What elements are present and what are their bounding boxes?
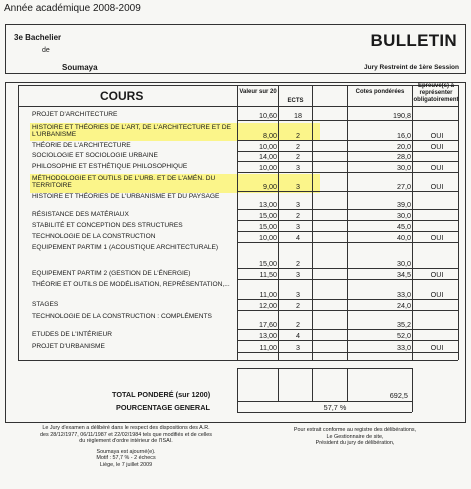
row-separator [237,352,458,353]
course-ects: 2 [296,131,300,140]
course-name: RÉSISTANCE DES MATÉRIAUX [32,211,129,218]
course-value: 10,00 [259,233,277,242]
row-separator [237,209,458,210]
course-value: 11,50 [259,270,277,279]
grid-line [18,85,458,86]
course-name: PROJET D'ARCHITECTURE [32,111,118,118]
row-separator [237,329,458,330]
course-row [18,343,458,352]
grid-line [278,368,279,401]
course-name: THÉORIE DE L'ARCHITECTURE [32,142,131,149]
course-ects: 4 [296,233,300,242]
course-cote: 16,0 [397,131,411,140]
course-ects: 2 [296,320,300,329]
row-separator [237,279,458,280]
value-column-header: Valeur sur 20 [239,89,277,95]
course-cote: 28,0 [397,152,411,161]
course-name: STABILITÉ ET CONCEPTION DES STRUCTURES [32,222,183,229]
course-name: EQUIPEMENT PARTIM 1 (ACOUSTIQUE ARCHITECTURALE) [32,244,219,251]
bulletin-header [5,24,466,74]
footer-left-line: des 28/12/1977, 06/11/1987 et 22/02/1984 tels que modifiés et de celles [40,431,212,438]
course-epreuve: OUI [430,343,444,352]
course-name: EQUIPEMENT PARTIM 2 (GESTION DE L'ÉNERGIE) [32,270,191,277]
footer-right-line: Le Gestionnaire de site, [326,433,384,440]
grid-line [18,106,458,107]
course-cote: 39,0 [397,200,411,209]
course-cote: 34,5 [397,270,411,279]
course-ects: 3 [296,343,300,352]
course-name: SOCIOLOGIE ET SOCIOLOGIE URBAINE [32,152,158,159]
bulletin-title: BULLETIN [370,31,457,50]
course-name: MÉTHODOLOGIE ET OUTILS DE L'URB. ET DE L'AMÉN. DU TERRITOIRE [32,175,216,190]
cotes-column-header: Cotes pondérées [355,89,405,95]
grid-line [458,85,459,360]
footer-left-line: Le Jury d'examen a délibéré dans le respect des dispositions des A.R. [42,425,210,431]
course-ects: 18 [294,111,302,120]
course-ects: 3 [296,222,300,231]
course-row [18,313,458,329]
total-value: 692,5 [389,391,408,400]
course-row [18,111,458,120]
course-value: 10,00 [259,163,277,172]
course-value: 10,00 [259,142,277,151]
course-value: 15,00 [259,259,277,268]
course-value: 13,00 [259,331,277,340]
course-epreuve: OUI [430,270,444,279]
course-row [18,222,458,231]
course-row [18,301,458,310]
course-value: 10,60 [259,111,277,120]
student-level: 3e Bachelier [14,33,62,42]
course-ects: 2 [296,142,300,151]
grid-line [18,360,458,361]
course-ects: 3 [296,270,300,279]
row-separator [237,310,458,311]
course-ects: 2 [296,211,300,220]
course-ects: 2 [296,259,300,268]
course-cote: 35,2 [397,320,411,329]
course-cote: 27,0 [397,182,411,191]
row-separator [237,161,458,162]
course-cote: 52,0 [397,331,411,340]
de-label: de [42,47,50,54]
course-ects: 3 [296,200,300,209]
course-epreuve: OUI [430,131,444,140]
grid-line [237,368,238,412]
grid-line [237,368,412,369]
grid-line [412,368,413,412]
row-separator [237,140,458,141]
epreuve-column-header: Epreuve(s) à représenter obligatoirement [413,83,459,103]
course-name: TECHNOLOGIE DE LA CONSTRUCTION [32,233,156,240]
course-name: THÉORIE ET OUTILS DE MODÉLISATION, REPRÉSENTATION,... [32,281,230,288]
cours-column-header: COURS [100,89,144,103]
student-name: Soumaya [62,63,98,72]
course-value: 17,60 [259,320,277,329]
academic-year: Année académique 2008-2009 [4,3,141,14]
course-epreuve: OUI [430,290,444,299]
course-name: PHILOSOPHIE ET ESTHÉTIQUE PHILOSOPHIQUE [32,163,188,170]
row-separator [237,299,458,300]
course-row [18,233,458,242]
course-epreuve: OUI [430,182,444,191]
row-separator [237,220,458,221]
percent-label: POURCENTAGE GENERAL [116,403,210,412]
course-name: TECHNOLOGIE DE LA CONSTRUCTION : COMPLÉMENTS [32,313,212,320]
course-value: 14,00 [259,152,277,161]
course-cote: 190,8 [393,111,411,120]
course-cote: 30,0 [397,163,411,172]
course-row [18,244,458,268]
course-row [18,163,458,172]
footer-left-line: du règlement d'ordre intérieur de l'ISAI. [79,438,173,445]
total-label: TOTAL PONDERÉ (sur 1200) [112,390,211,399]
footer-right [250,427,460,447]
course-cote: 40,0 [397,233,411,242]
footer-right-line: Pour extrait conforme au registre des délibérations, [293,427,417,433]
course-cote: 33,0 [397,343,411,352]
course-epreuve: OUI [430,142,444,151]
course-row [18,193,458,209]
grid-line [237,412,412,413]
course-ects: 3 [296,163,300,172]
course-value: 9,00 [263,182,277,191]
course-ects: 3 [296,290,300,299]
percent-value: 57,7 % [323,403,347,412]
course-ects: 2 [296,152,300,161]
course-row [18,270,458,279]
course-cote: 30,0 [397,259,411,268]
row-separator [237,191,458,192]
course-row [18,142,458,151]
course-ects: 2 [296,301,300,310]
course-cote: 45,0 [397,222,411,231]
course-value: 11,00 [259,290,277,299]
ects-column-header: ECTS [287,98,304,104]
course-name: ETUDES DE L'INTÉRIEUR [32,331,113,338]
course-row [18,281,458,299]
course-name: HISTOIRE ET THÉORIES DE L'URBANISME ET DU PAYSAGE [32,193,220,200]
footer-left [10,425,242,469]
footer-left-line: Soumaya est ajourné(e). [96,448,156,455]
course-row [18,152,458,161]
course-ects: 3 [296,182,300,191]
grid-line [347,368,348,401]
row-separator [237,340,458,341]
course-row [18,331,458,340]
course-row [18,124,458,140]
course-name: STAGES [32,301,59,308]
course-name: PROJET D'URBANISME [32,343,105,350]
course-value: 12,00 [259,301,277,310]
footer-left-line: Liège, le 7 juillet 2009 [99,461,153,468]
row-separator [237,172,458,173]
course-cote: 20,0 [397,142,411,151]
course-cote: 30,0 [397,211,411,220]
course-row [18,211,458,220]
course-epreuve: OUI [430,163,444,172]
grid-line [312,368,313,401]
course-cote: 24,0 [397,301,411,310]
row-separator [237,268,458,269]
course-row [18,175,458,191]
course-value: 8,00 [263,131,277,140]
row-separator [237,120,458,121]
grid-line [237,401,412,402]
course-value: 15,00 [259,211,277,220]
jury-session: Jury Restreint de 1ère Session [363,64,459,71]
course-value: 13,00 [259,200,277,209]
course-value: 11,00 [259,343,277,352]
course-value: 15,00 [259,222,277,231]
row-separator [237,242,458,243]
course-cote: 33,0 [397,290,411,299]
footer-right-line: Président du jury de délibération, [315,440,395,447]
course-epreuve: OUI [430,233,444,242]
course-name: HISTOIRE ET THÉORIES DE L'ART, DE L'ARCHITECTURE ET DE L'URBANISME [32,124,232,139]
course-ects: 4 [296,331,300,340]
footer-left-line: Motif : 57,7 % - 2 échecs [96,455,156,462]
row-separator [237,231,458,232]
